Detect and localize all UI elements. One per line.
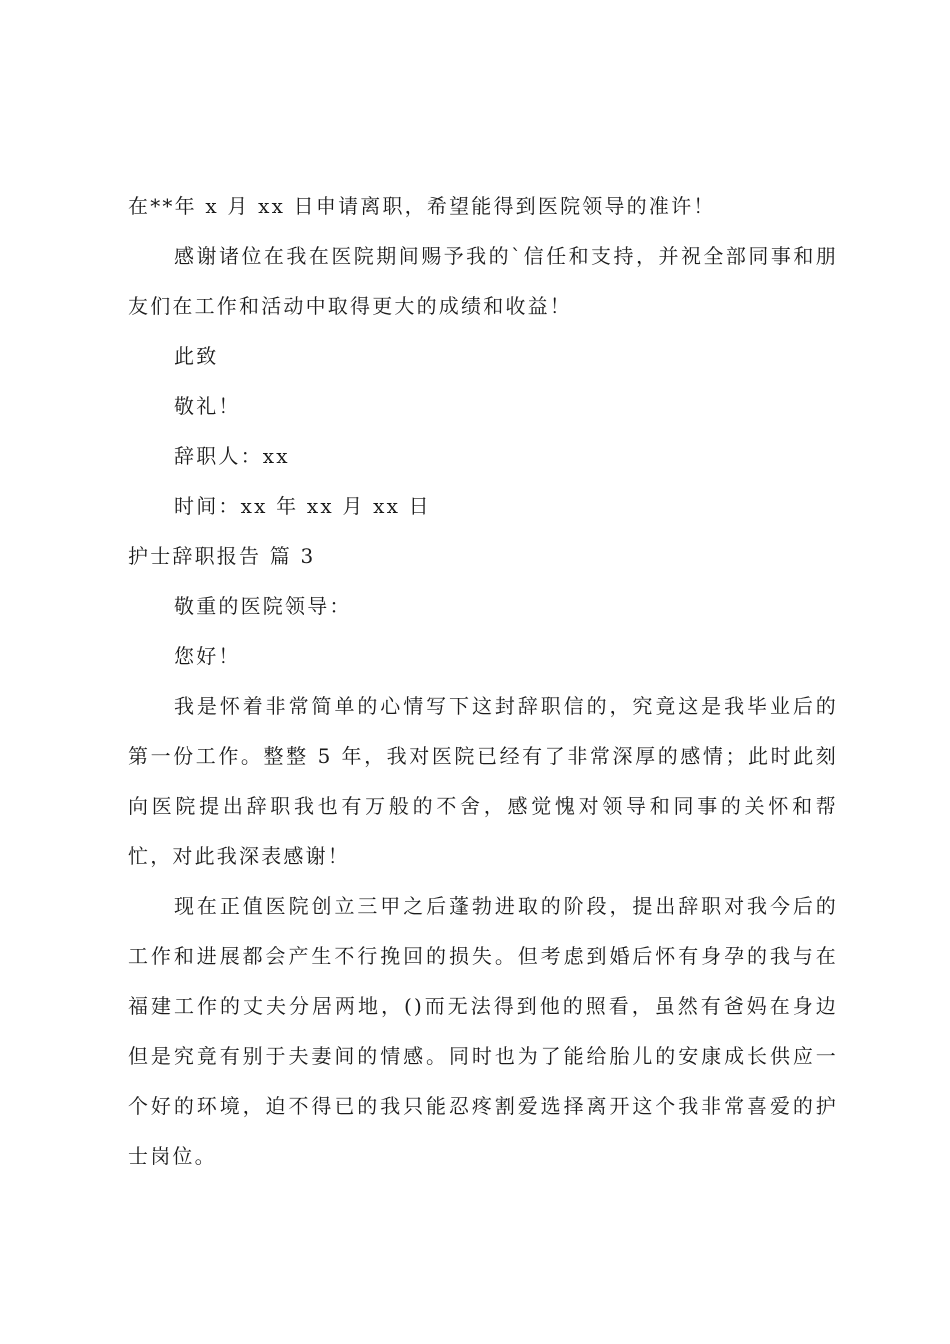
paragraph-line: 向医院提出辞职我也有万般的不舍，感觉愧对领导和同事的关怀和帮 xyxy=(128,794,838,818)
paragraph-line: 我是怀着非常简单的心情写下这封辞职信的，究竟这是我毕业后的 xyxy=(174,694,838,718)
paragraph-line: 忙，对此我深表感谢！ xyxy=(128,844,350,868)
greeting-line: 您好！ xyxy=(174,644,241,668)
paragraph-line: 士岗位。 xyxy=(128,1144,217,1168)
paragraph-line: 友们在工作和活动中取得更大的成绩和收益！ xyxy=(128,294,572,318)
salutation-line: 敬礼！ xyxy=(174,394,241,418)
paragraph-line: 个好的环境，迫不得已的我只能忍疼割爱选择离开这个我非常喜爱的护 xyxy=(128,1094,838,1118)
paragraph-line: 工作和进展都会产生不行挽回的损失。但考虑到婚后怀有身孕的我与在 xyxy=(128,944,838,968)
greeting-line: 敬重的医院领导： xyxy=(174,594,352,618)
paragraph-line: 福建工作的丈夫分居两地，()而无法得到他的照看，虽然有爸妈在身边 xyxy=(128,994,838,1018)
paragraph-line: 感谢诸位在我在医院期间赐予我的`信任和支持，并祝全部同事和朋 xyxy=(174,244,838,268)
paragraph-line: 但是究竟有别于夫妻间的情感。同时也为了能给胎儿的安康成长供应一 xyxy=(128,1044,838,1068)
paragraph-line: 现在正值医院创立三甲之后蓬勃进取的阶段，提出辞职对我今后的 xyxy=(174,894,838,918)
paragraph-line: 第一份工作。整整 5 年，我对医院已经有了非常深厚的感情；此时此刻 xyxy=(128,744,838,768)
section-heading: 护士辞职报告 篇 3 xyxy=(128,544,316,568)
salutation-line: 此致 xyxy=(174,344,219,368)
date-line: 时间：xx 年 xx 月 xx 日 xyxy=(174,494,431,518)
paragraph-line: 在**年 x 月 xx 日申请离职，希望能得到医院领导的准许！ xyxy=(128,194,716,218)
signature-line: 辞职人：xx xyxy=(174,444,290,468)
